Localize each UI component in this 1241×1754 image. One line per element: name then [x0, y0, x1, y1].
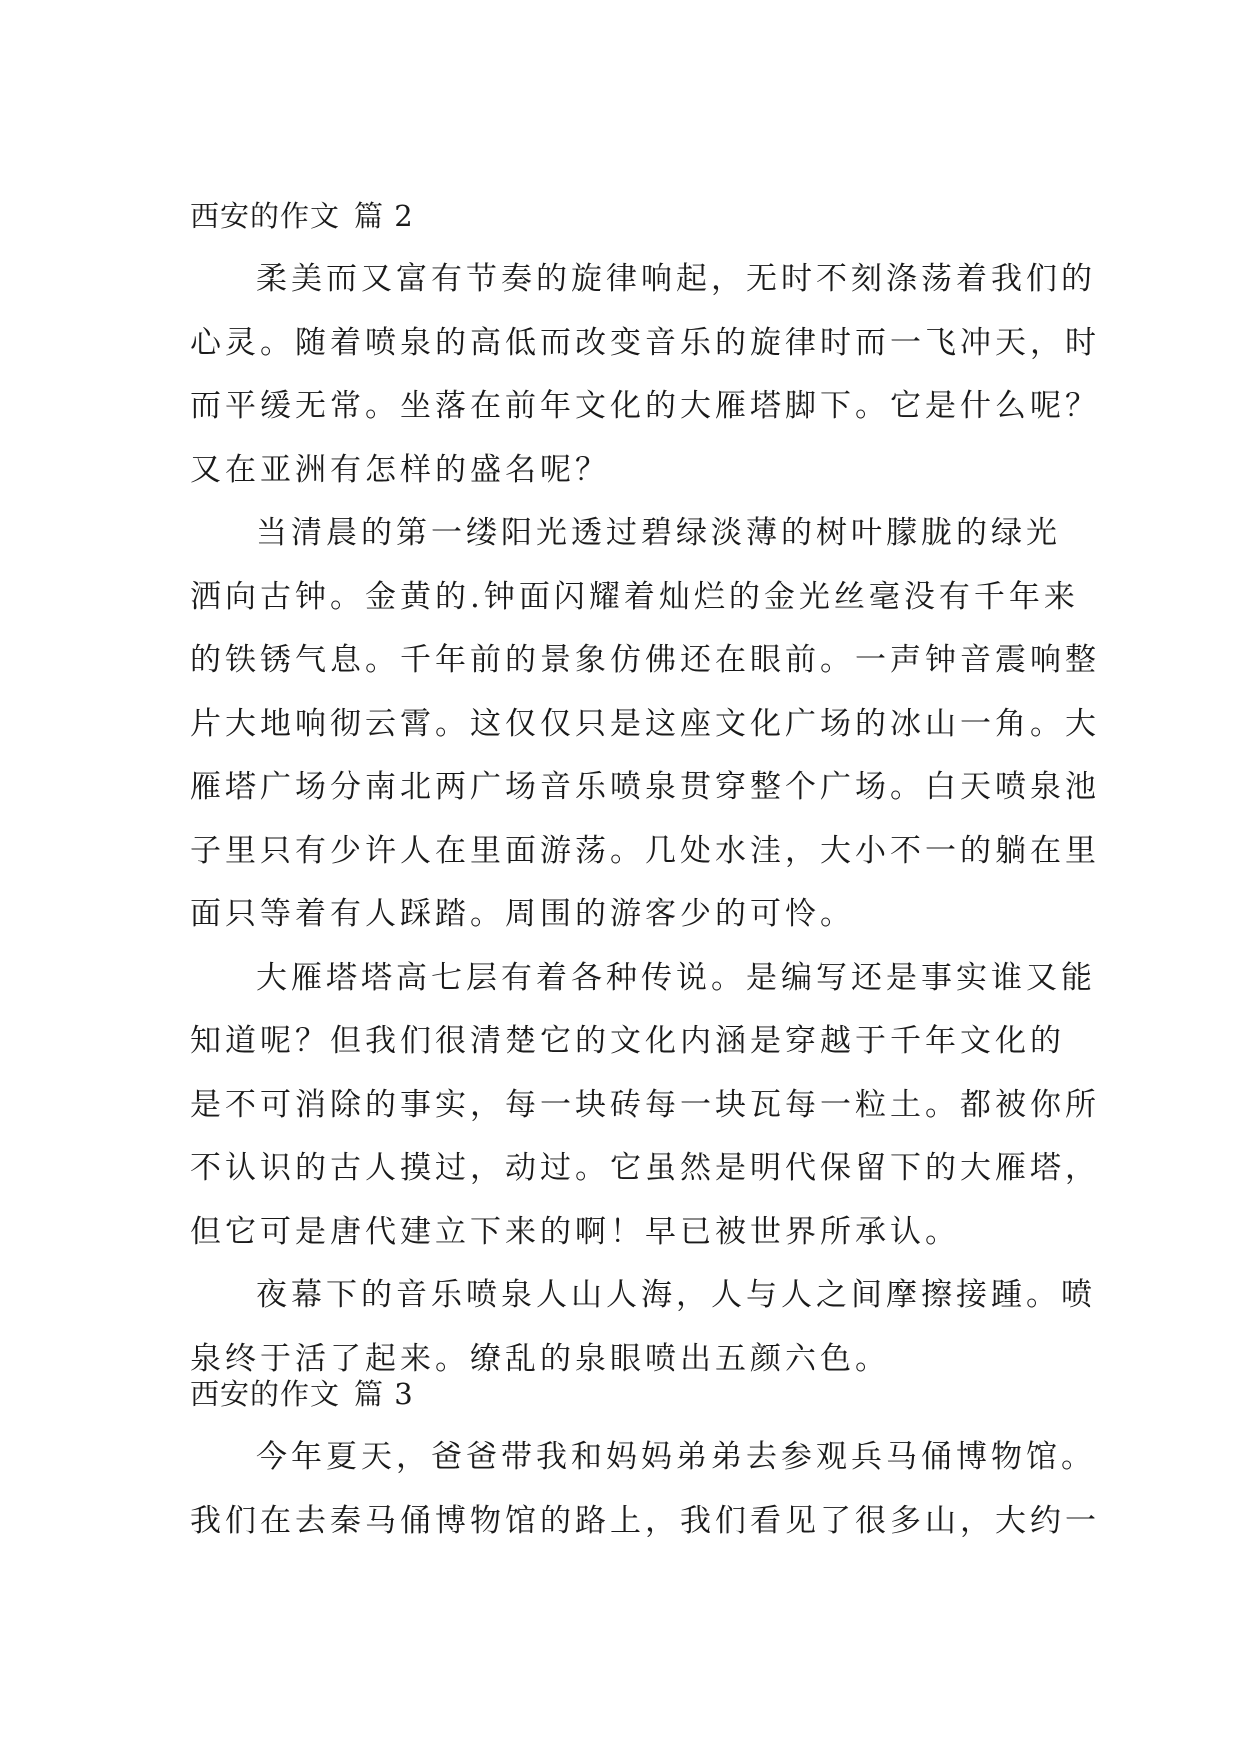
- text-line: 泉终于活了起来。缭乱的泉眼喷出五颜六色。: [190, 1340, 890, 1377]
- text-line: 但它可是唐代建立下来的啊！早已被世界所承认。: [190, 1213, 960, 1250]
- text-line: 片大地响彻云霄。这仅仅只是这座文化广场的冰山一角。大: [190, 705, 1100, 742]
- text-line: 当清晨的第一缕阳光透过碧绿淡薄的树叶朦胧的绿光: [256, 515, 1061, 551]
- section-body: [190, 248, 1100, 1391]
- text-line: 知道呢？但我们很清楚它的文化内涵是穿越于千年文化的: [190, 1023, 1065, 1059]
- text-line: 不认识的古人摸过，动过。它虽然是明代保留下的大雁塔，: [190, 1150, 1100, 1186]
- paragraph: [190, 248, 1100, 502]
- section-heading: [190, 196, 1070, 236]
- section-title: 西安的作文: [190, 1377, 341, 1411]
- text-line: 面只等着有人踩踏。周围的游客少的可怜。: [190, 896, 855, 932]
- text-line: 是不可消除的事实，每一块砖每一块瓦每一粒土。都被你所: [190, 1086, 1100, 1123]
- section-number: 篇 2: [354, 199, 414, 233]
- paragraph: [190, 502, 1100, 947]
- text-line: 今年夏天，爸爸带我和妈妈弟弟去参观兵马俑博物馆。: [256, 1439, 1096, 1475]
- text-line: 大雁塔塔高七层有着各种传说。是编写还是事实谁又能: [256, 959, 1096, 996]
- section-heading: [190, 1374, 1070, 1414]
- text-line: 柔美而又富有节奏的旋律响起，无时不刻涤荡着我们的: [256, 261, 1096, 297]
- paragraph: [190, 947, 1100, 1265]
- essay-section-3: [190, 1374, 1100, 1553]
- text-line: 洒向古钟。金黄的.钟面闪耀着灿烂的金光丝毫没有千年来: [190, 578, 1079, 615]
- essay-section-2: [190, 196, 1100, 1391]
- text-line: 心灵。随着喷泉的高低而改变音乐的旋律时而一飞冲天，时: [190, 324, 1100, 361]
- text-line: 又在亚洲有怎样的盛名呢？: [190, 451, 610, 488]
- text-line: 而平缓无常。坐落在前年文化的大雁塔脚下。它是什么呢？: [190, 388, 1100, 424]
- paragraph: [190, 1264, 1096, 1391]
- text-line: 子里只有少许人在里面游荡。几处水洼，大小不一的躺在里: [190, 832, 1100, 869]
- text-line: 夜幕下的音乐喷泉人山人海，人与人之间摩擦接踵。喷: [256, 1277, 1096, 1313]
- paragraph: [190, 1426, 1100, 1553]
- text-line: 我们在去秦马俑博物馆的路上，我们看见了很多山，大约一: [190, 1502, 1100, 1539]
- text-line: 雁塔广场分南北两广场音乐喷泉贯穿整个广场。白天喷泉池: [190, 769, 1100, 805]
- section-body: [190, 1426, 1100, 1553]
- section-number: 篇 3: [354, 1377, 414, 1411]
- text-line: 的铁锈气息。千年前的景象仿佛还在眼前。一声钟音震响整: [190, 642, 1100, 678]
- section-title: 西安的作文: [190, 199, 341, 233]
